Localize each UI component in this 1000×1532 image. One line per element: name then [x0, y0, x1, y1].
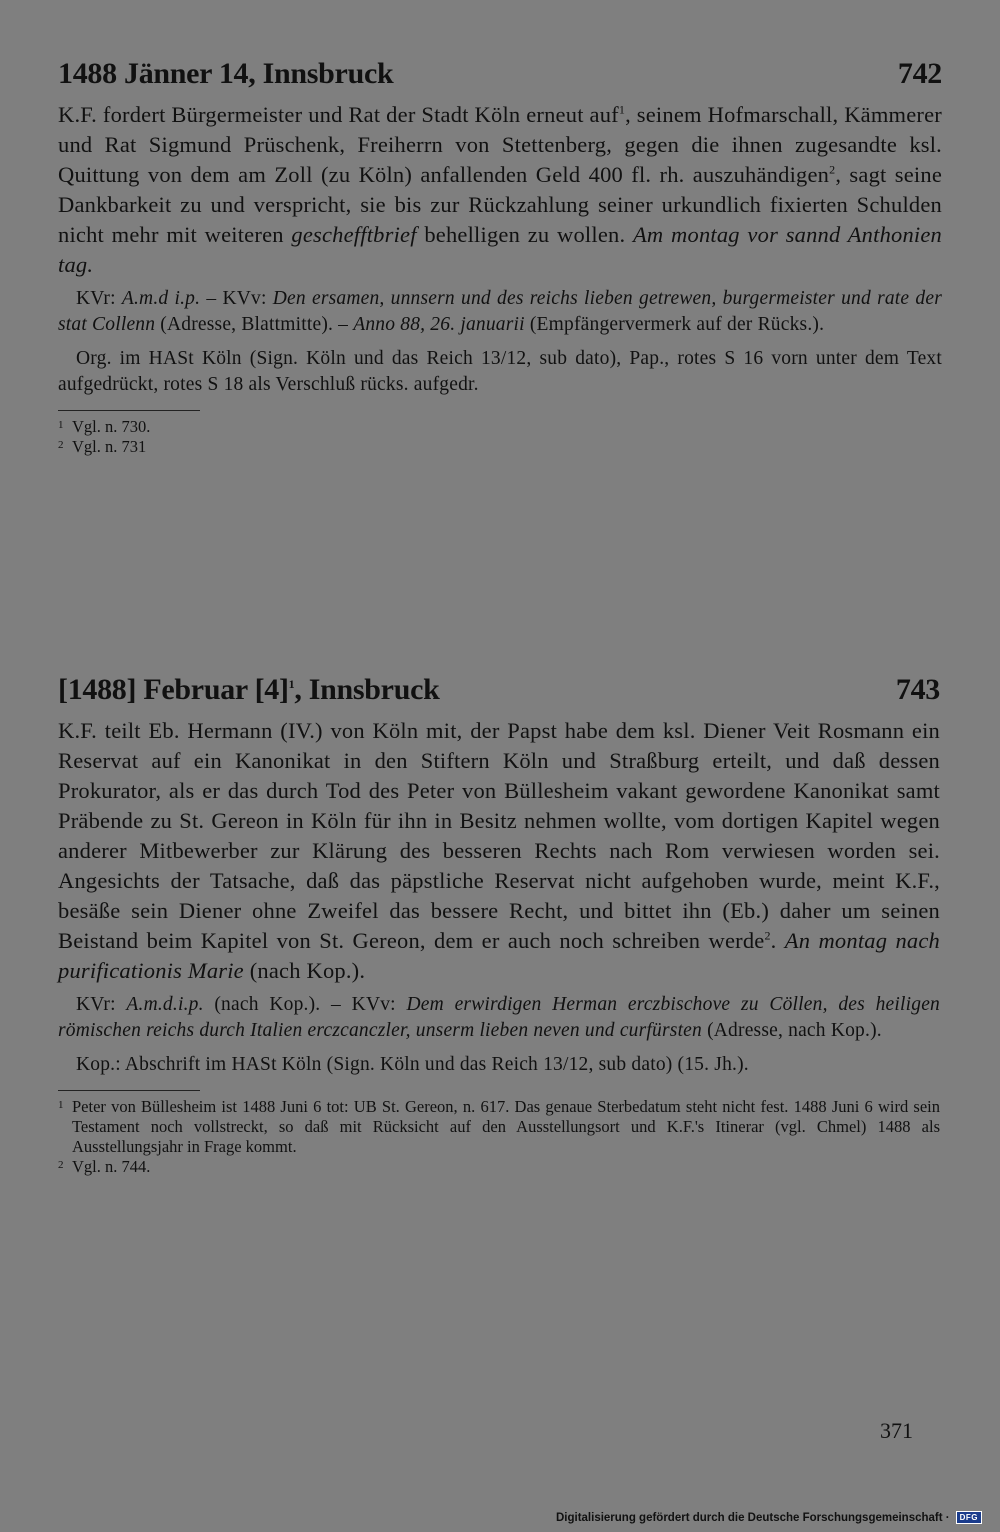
regest-part: (nach Kop.).: [243, 958, 366, 983]
footnote-number: 2: [58, 439, 64, 451]
heading-place: , Innsbruck: [294, 673, 440, 706]
footnote: [58, 417, 942, 437]
note-quote: Dem erwirdigen Herman erczbischove zu Cöllen, des heiligen römischen reichs durch Italien erczcanczler, unserm lieben neven und curfürsten: [58, 994, 941, 1041]
entry-heading: [58, 52, 942, 96]
note-quote: Den ersamen, unnsern und des reichs lieben getrewen, burgermeister und rate der stat Collenn: [58, 288, 943, 335]
footnote-ref: 1: [288, 677, 295, 691]
source-note: Kop.: Abschrift im HASt Köln (Sign. Köln und das Reich 13/12, sub dato) (15. Jh.).: [76, 1054, 749, 1075]
footnote-text: Vgl. n. 744.: [72, 1157, 151, 1176]
entry-number: 743: [895, 673, 940, 706]
footnote-number: 1: [58, 419, 64, 431]
regest-part: K.F. fordert Bürgermeister und Rat der Stadt Köln erneut auf: [58, 102, 619, 127]
footnotes: [58, 1097, 940, 1177]
note-part: (Empfängervermerk auf der Rücks.).: [524, 314, 825, 335]
entry-date-place: 1488 Jänner 14, Innsbruck: [58, 57, 394, 90]
footnote-number: 2: [58, 1159, 64, 1171]
chancery-notes: [58, 286, 942, 338]
source-note: Org. im HASt Köln (Sign. Köln und das Reich 13/12, sub dato), Pap., rotes S 16 vorn unter dem Text aufgedrückt, rotes S 18 als Verschluß rücks. aufgedr.: [58, 348, 942, 395]
note-part: KVr:: [76, 994, 127, 1015]
dfg-logo: DFG: [956, 1511, 982, 1524]
footnote-text: Vgl. n. 730.: [72, 417, 151, 436]
footnote-number: 1: [58, 1099, 64, 1111]
footnote: [58, 1097, 940, 1157]
footnote-ref: 2: [764, 928, 771, 943]
entry-742: [58, 52, 942, 457]
note-part: (nach Kop.). – KVv:: [203, 994, 407, 1015]
funding-footer: [556, 1511, 982, 1524]
footnote: [58, 437, 942, 457]
dating-quote: Am montag vor sannd Anthonien tag.: [58, 222, 943, 277]
regest-text: [58, 716, 940, 986]
footnotes: [58, 417, 942, 457]
entry-date-place: [58, 668, 439, 712]
regest-part: .: [770, 928, 785, 953]
quote: geschefftbrief: [291, 222, 417, 247]
footnote-divider: [58, 410, 200, 411]
regest-text: [58, 100, 942, 280]
note-quote: A.m.d i.p.: [121, 288, 201, 309]
heading-date: [1488] Februar [4]: [58, 673, 289, 706]
funding-text: Digitalisierung gefördert durch die Deutsche Forschungsgemeinschaft ·: [555, 1511, 950, 1524]
regest-part: K.F. teilt Eb. Hermann (IV.) von Köln mit, der Papst habe dem ksl. Diener Veit Rosmann ein Reservat auf ein Kanonikat in den Stiftern Köln und Straßburg erteilt, und daß dessen Prokurator, als er das durch Tod des Peter von Büllesheim vakant gewordene Kanonikat samt Präbende zu St. Gereon in Köln für ihn in Besitz nehmen wollte, vom dortigen Kapitel wegen anderer Mitbewerber zur Klärung des besseren Rechts nach Rom verwiesen worden sei. Angesichts der Tatsache, daß das päpstliche Reservat nicht aufgehoben wurde, meint K.F., besäße sein Diener ohne Zweifel das bessere Recht, und bittet ihn (Eb.) daher um seinen Beistand beim Kapitel von St. Gereon, dem er auch noch schreiben werde: [58, 718, 940, 953]
note-part: – KVv:: [200, 288, 273, 309]
footnote-text: Vgl. n. 731: [72, 437, 147, 456]
note-part: (Adresse, Blattmitte). –: [155, 314, 354, 335]
note-quote: A.m.d.i.p.: [126, 994, 204, 1015]
entry-number: 742: [897, 57, 942, 90]
footnote-ref: 1: [618, 102, 626, 117]
chancery-notes: [58, 992, 940, 1044]
regest-part: behelligen zu wollen.: [416, 222, 633, 247]
footnote-divider: [58, 1090, 200, 1091]
note-part: KVr:: [76, 288, 122, 309]
footnote: [58, 1157, 940, 1177]
note-quote: Anno 88, 26. januarii: [353, 314, 525, 335]
footnote-text: Peter von Büllesheim ist 1488 Juni 6 tot: UB St. Gereon, n. 617. Das genaue Sterbedatum steht nicht fest. 1488 Juni 6 wird sein Testament noch vollstreckt, so daß mit Rücksicht auf den Ausstellungsort und K.F.'s Itinerar (vgl. Chmel) 1488 als Ausstellungsjahr in Frage kommt.: [72, 1097, 940, 1156]
page-number: 371: [880, 1418, 913, 1443]
dating-quote: An montag nach purificationis Marie: [58, 928, 940, 983]
regest-part: , sagt seine Dankbarkeit zu und verspricht, sie bis zur Rückzahlung seiner urkundlich fixierten Schulden nicht mehr mit weiteren: [58, 162, 943, 247]
entry-heading: [58, 668, 940, 712]
regest-part: , seinem Hofmarschall, Kämmerer und Rat Sigmund Prüschenk, Freiherrn von Stettenberg, gegen die ihnen zugesandte ksl. Quittung von dem am Zoll (zu Köln) anfallenden Geld 400 fl. rh. auszuhändigen: [58, 102, 942, 187]
entry-743: [58, 668, 940, 1177]
note-part: (Adresse, nach Kop.).: [702, 1020, 882, 1041]
footnote-ref: 2: [829, 162, 836, 177]
